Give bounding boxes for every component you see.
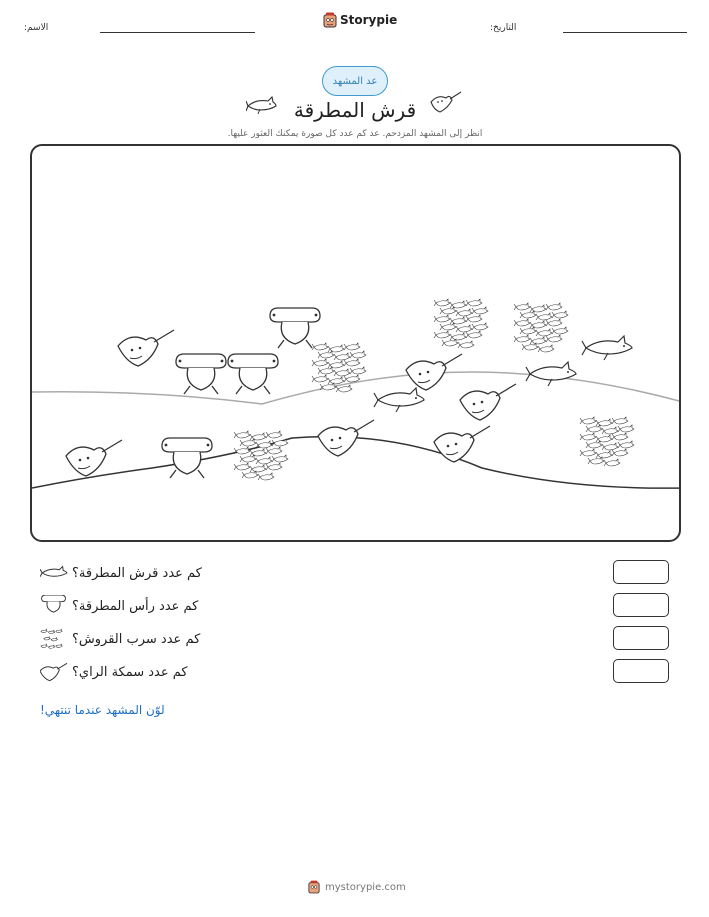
stingray-icon [40, 660, 68, 684]
question-3: كم عدد سرب القروش؟ [72, 632, 201, 647]
name-line[interactable] [100, 32, 255, 33]
brand-name: Storypie [340, 13, 398, 27]
date-line[interactable] [563, 32, 687, 33]
stingray-icon [428, 90, 462, 118]
footer-url[interactable]: mystorypie.com [325, 881, 406, 893]
coloring-note: لوّن المشهد عندما تنتهي! [40, 703, 165, 717]
shark-icon [246, 92, 278, 118]
hammerhead-head-icon [41, 595, 67, 615]
scene-count-badge: عد المشهد [322, 66, 388, 96]
date-label: التاريخ: [490, 23, 517, 33]
page-title: قرش المطرقة [293, 98, 417, 122]
question-4: كم عدد سمكة الراي؟ [72, 665, 188, 680]
question-2: كم عدد رأس المطرقة؟ [72, 599, 199, 614]
name-label: الاسم: [24, 23, 49, 33]
instructions: انظر إلى المشهد المزدحم. عد كم عدد كل صورة يمكنك العثور عليها. [227, 129, 483, 139]
storypie-logo-icon [323, 12, 337, 28]
ocean-scene [30, 144, 681, 542]
storypie-logo-icon [308, 880, 320, 894]
brand [323, 12, 397, 28]
answer-box-1[interactable] [613, 560, 669, 584]
answer-box-4[interactable] [613, 659, 669, 683]
question-1: كم عدد قرش المطرقة؟ [72, 566, 202, 581]
seabed-line [32, 437, 681, 489]
footer [308, 880, 406, 894]
scene-drawing [32, 146, 681, 542]
shark-school-icon [40, 628, 66, 652]
answer-box-3[interactable] [613, 626, 669, 650]
shark-icon [40, 564, 68, 582]
answer-box-2[interactable] [613, 593, 669, 617]
